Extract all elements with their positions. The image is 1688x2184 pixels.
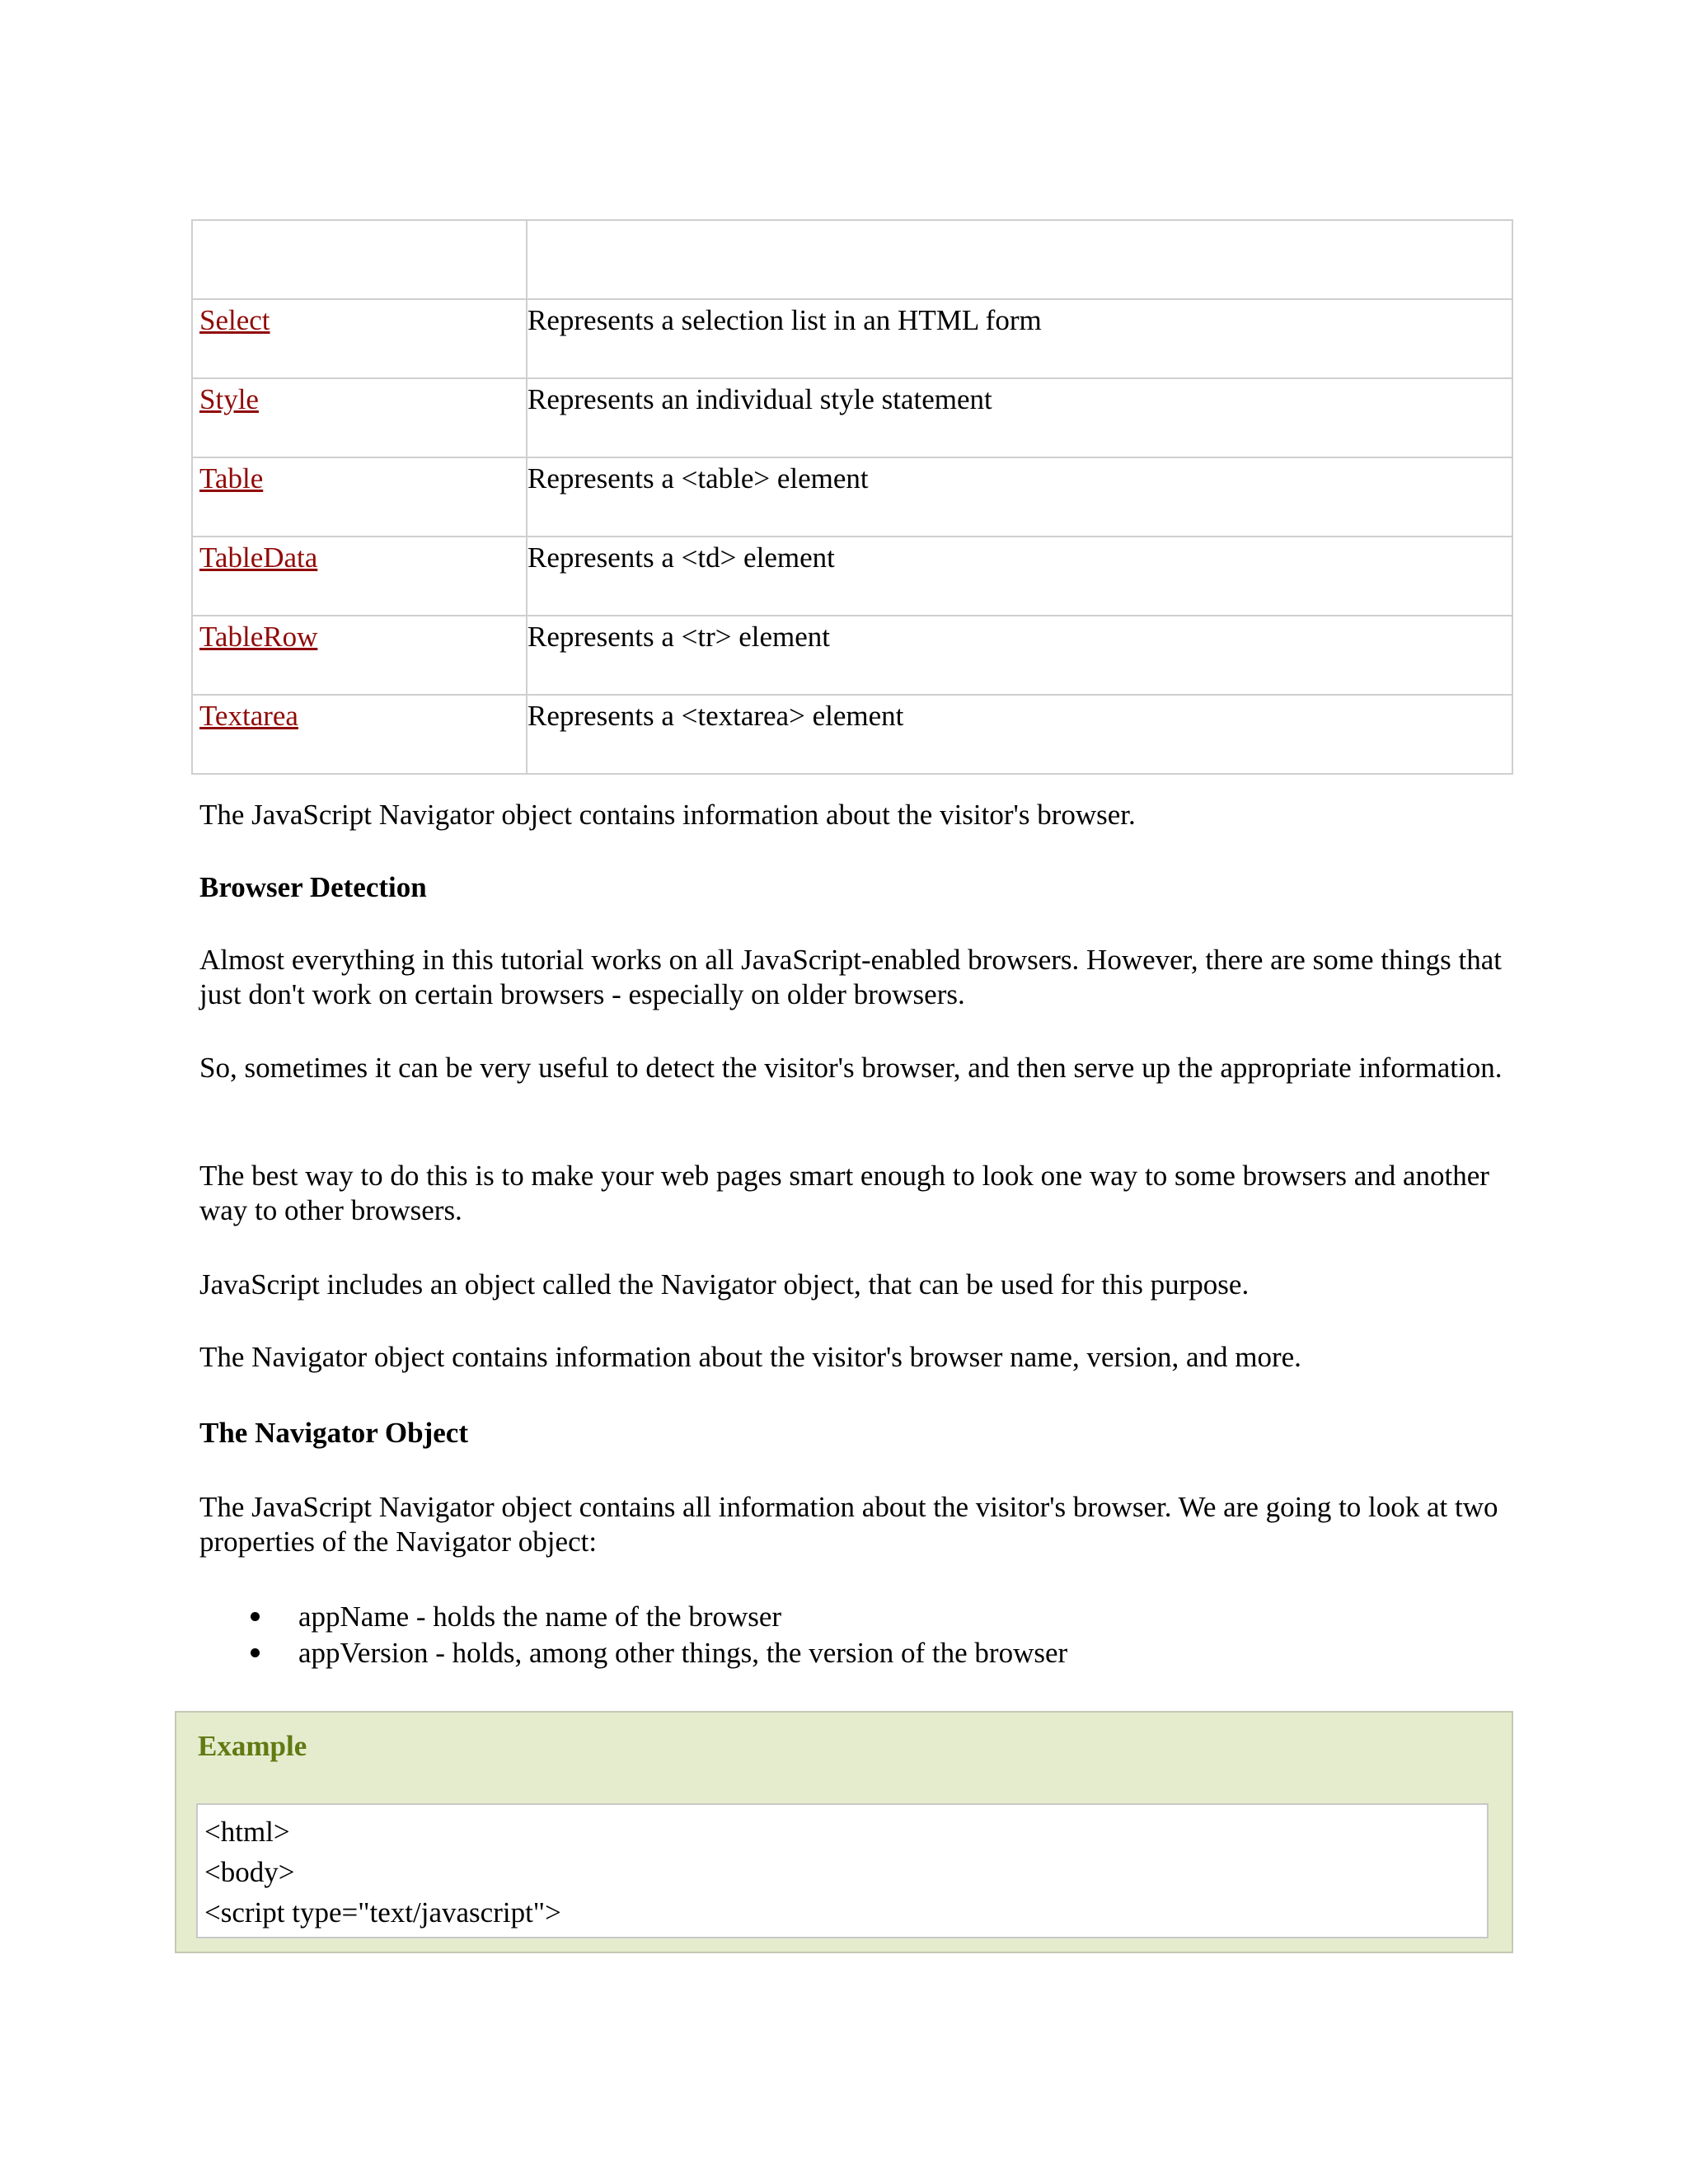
object-name-cell: [192, 695, 527, 774]
object-link-tabledata[interactable]: TableData: [199, 541, 318, 574]
code-box: [196, 1803, 1489, 1938]
objects-table: [191, 219, 1513, 775]
list-item-text: appName - holds the name of the browser: [298, 1601, 782, 1633]
list-item: [199, 1635, 1518, 1671]
object-name-cell: [192, 537, 527, 616]
object-description-cell: Represents a <table> element: [527, 457, 1512, 537]
paragraph-best-way: The best way to do this is to make your web pages smart enough to look one way to some browsers and another way to other browsers.: [199, 1160, 1489, 1226]
object-link-style[interactable]: Style: [199, 383, 259, 415]
code-line: <html>: [204, 1816, 290, 1848]
list-item: [199, 1599, 1518, 1635]
object-name-cell: [192, 457, 527, 537]
paragraph-navigator-properties: The JavaScript Navigator object contains all information about the visitor's browser. We are going to look at two properties of the Navigator object:: [199, 1491, 1498, 1558]
object-description-cell: Represents an individual style statement: [527, 378, 1512, 457]
table-row: [192, 537, 1512, 616]
object-name-cell: [192, 299, 527, 378]
example-title: Example: [198, 1730, 307, 1762]
object-link-table[interactable]: Table: [199, 462, 264, 494]
list-item-text: appVersion - holds, among other things, the version of the browser: [298, 1637, 1068, 1669]
object-description-cell: Represents a selection list in an HTML form: [527, 299, 1512, 378]
object-name-cell: [192, 378, 527, 457]
heading-browser-detection: Browser Detection: [199, 871, 427, 903]
object-description-cell: [527, 220, 1512, 299]
bullet-icon: [251, 1612, 260, 1621]
objects-table-body: [192, 220, 1512, 774]
table-row: [192, 299, 1512, 378]
properties-list: [199, 1599, 1518, 1671]
code-line: <script type="text/javascript">: [204, 1896, 561, 1929]
object-link-tablerow[interactable]: TableRow: [199, 621, 318, 653]
intro-paragraph: The JavaScript Navigator object contains information about the visitor's browser.: [199, 799, 1136, 831]
code-line: <body>: [204, 1856, 295, 1888]
table-row: [192, 695, 1512, 774]
paragraph-navigator-intro: JavaScript includes an object called the Navigator object, that can be used for this purpose.: [199, 1268, 1250, 1301]
heading-navigator-object: The Navigator Object: [199, 1417, 468, 1449]
object-name-cell: [192, 616, 527, 695]
paragraph-detect-browser: So, sometimes it can be very useful to detect the visitor's browser, and then serve up the appropriate information.: [199, 1052, 1503, 1084]
table-row: [192, 616, 1512, 695]
paragraph-navigator-info: The Navigator object contains information about the visitor's browser name, version, and more.: [199, 1341, 1301, 1373]
object-description-cell: Represents a <textarea> element: [527, 695, 1512, 774]
object-description-cell: Represents a <td> element: [527, 537, 1512, 616]
paragraph-compatibility: Almost everything in this tutorial works on all JavaScript-enabled browsers. However, there are some things that just don't work on certain browsers - especially on older browsers.: [199, 944, 1503, 1010]
table-row: [192, 378, 1512, 457]
object-link-textarea[interactable]: Textarea: [199, 700, 298, 732]
table-row: [192, 220, 1512, 299]
bullet-icon: [251, 1648, 260, 1657]
example-box: [175, 1711, 1513, 1953]
object-description-cell: Represents a <tr> element: [527, 616, 1512, 695]
object-name-cell: [192, 220, 527, 299]
object-link-select[interactable]: Select: [199, 304, 270, 336]
table-row: [192, 457, 1512, 537]
